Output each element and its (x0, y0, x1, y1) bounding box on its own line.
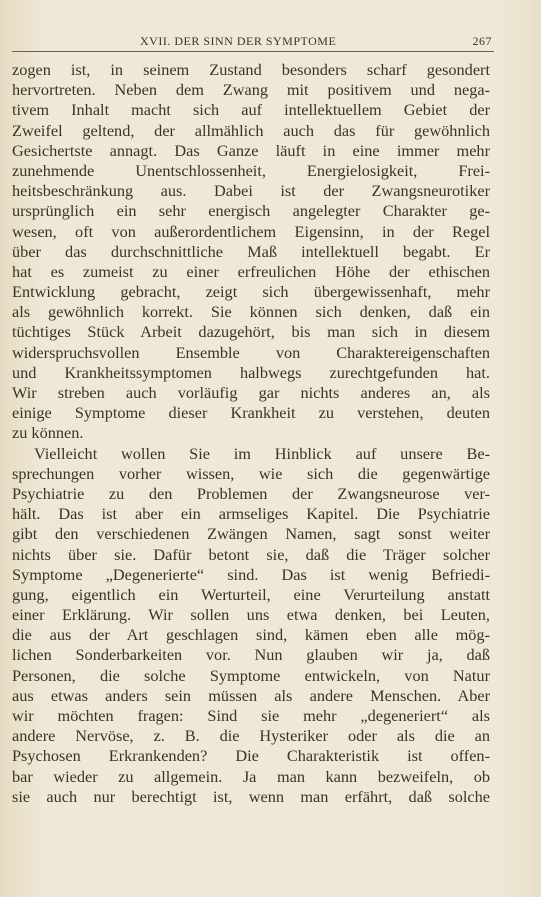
page-header (140, 34, 492, 52)
text-line: ursprünglich ein sehr energisch angelegter Charakter ge- (12, 201, 490, 221)
body-text (12, 60, 490, 807)
text-line: gung, eigentlich ein Werturteil, eine Verurteilung anstatt (12, 584, 490, 604)
text-line: Symptome „Degenerierte“ sind. Das ist wenig Befriedi- (12, 564, 490, 584)
text-line: hervortreten. Neben dem Zwang mit positivem und nega- (12, 80, 490, 100)
text-line: Vielleicht wollen Sie im Hinblick auf unsere Be- (34, 443, 490, 463)
text-line: einer Erklärung. Wir sollen uns etwa denken, bei Leuten, (12, 605, 490, 625)
text-line: Zweifel geltend, der allmählich auch das für gewöhnlich (12, 120, 490, 140)
text-line: zogen ist, in seinem Zustand besonders scharf gesondert (12, 60, 490, 79)
text-line: und Krankheitssymptomen halbwegs zurechtgefunden hat. (12, 362, 490, 382)
text-line: als gewöhnlich korrekt. Sie können sich denken, daß ein (12, 302, 490, 322)
text-line: tivem Inhalt macht sich auf intellektuellem Gebiet der (12, 100, 490, 120)
text-line: über das durchschnittliche Maß intellektuell begabt. Er (12, 241, 490, 261)
text-line: Gesichertste annagt. Das Ganze läuft in eine immer mehr (12, 140, 490, 160)
text-line: andere Nervöse, z. B. die Hysteriker oder als die an (12, 726, 490, 746)
text-line: lichen Sonderbarkeiten vor. Nun glauben wir ja, daß (12, 645, 490, 665)
text-line: Personen, die solche Symptome entwickeln, von Natur (12, 665, 490, 685)
text-line: zu können. (12, 423, 84, 443)
text-line: die aus der Art geschlagen sind, kämen eben alle mög- (12, 625, 490, 645)
text-line: heitsbeschränkung aus. Dabei ist der Zwangsneurotiker (12, 181, 490, 201)
text-line: zunehmende Unentschlossenheit, Energielosigkeit, Frei- (12, 160, 490, 180)
text-line: widerspruchsvollen Ensemble von Charaktereigenschaften (12, 342, 490, 362)
text-line: sie auch nur berechtigt ist, wenn man erfährt, daß solche (12, 786, 490, 806)
text-line: wesen, oft von außerordentlichem Eigensinn, in der Regel (12, 221, 490, 241)
text-line: Psychiatrie zu den Problemen der Zwangsneurose ver- (12, 483, 490, 503)
header-rule (12, 51, 494, 52)
text-line: wir möchten fragen: Sind sie mehr „degeneriert“ als (12, 706, 490, 725)
text-line: Wir streben auch vorläufig gar nichts anderes an, als (12, 383, 490, 402)
text-line: aus etwas anders sein müssen als andere Menschen. Aber (12, 685, 490, 705)
text-line: Psychosen Erkrankenden? Die Charakteristik ist offen- (12, 746, 490, 766)
text-line: sprechungen vorher wissen, wie sich die gegenwärtige (12, 463, 490, 483)
text-line: nichts über sie. Dafür betont sie, daß die Träger solcher (12, 544, 490, 564)
text-line: bar wieder zu allgemein. Ja man kann bezweifeln, ob (12, 766, 490, 786)
text-line: tüchtiges Stück Arbeit dazugehört, bis man sich in diesem (12, 322, 490, 342)
text-line: gibt den verschiedenen Zwängen Namen, sagt sonst weiter (12, 524, 490, 544)
running-title: XVII. DER SINN DER SYMPTOME (140, 34, 337, 48)
text-line: hat es zumeist zu einer erfreulichen Höhe der ethischen (12, 261, 490, 281)
text-line: Entwicklung gebracht, zeigt sich übergewissenhaft, mehr (12, 282, 490, 302)
page-number: 267 (472, 34, 492, 48)
text-line: hält. Das ist aber ein armseliges Kapitel. Die Psychiatrie (12, 504, 490, 524)
text-line: einige Symptome dieser Krankheit zu verstehen, deuten (12, 403, 490, 423)
